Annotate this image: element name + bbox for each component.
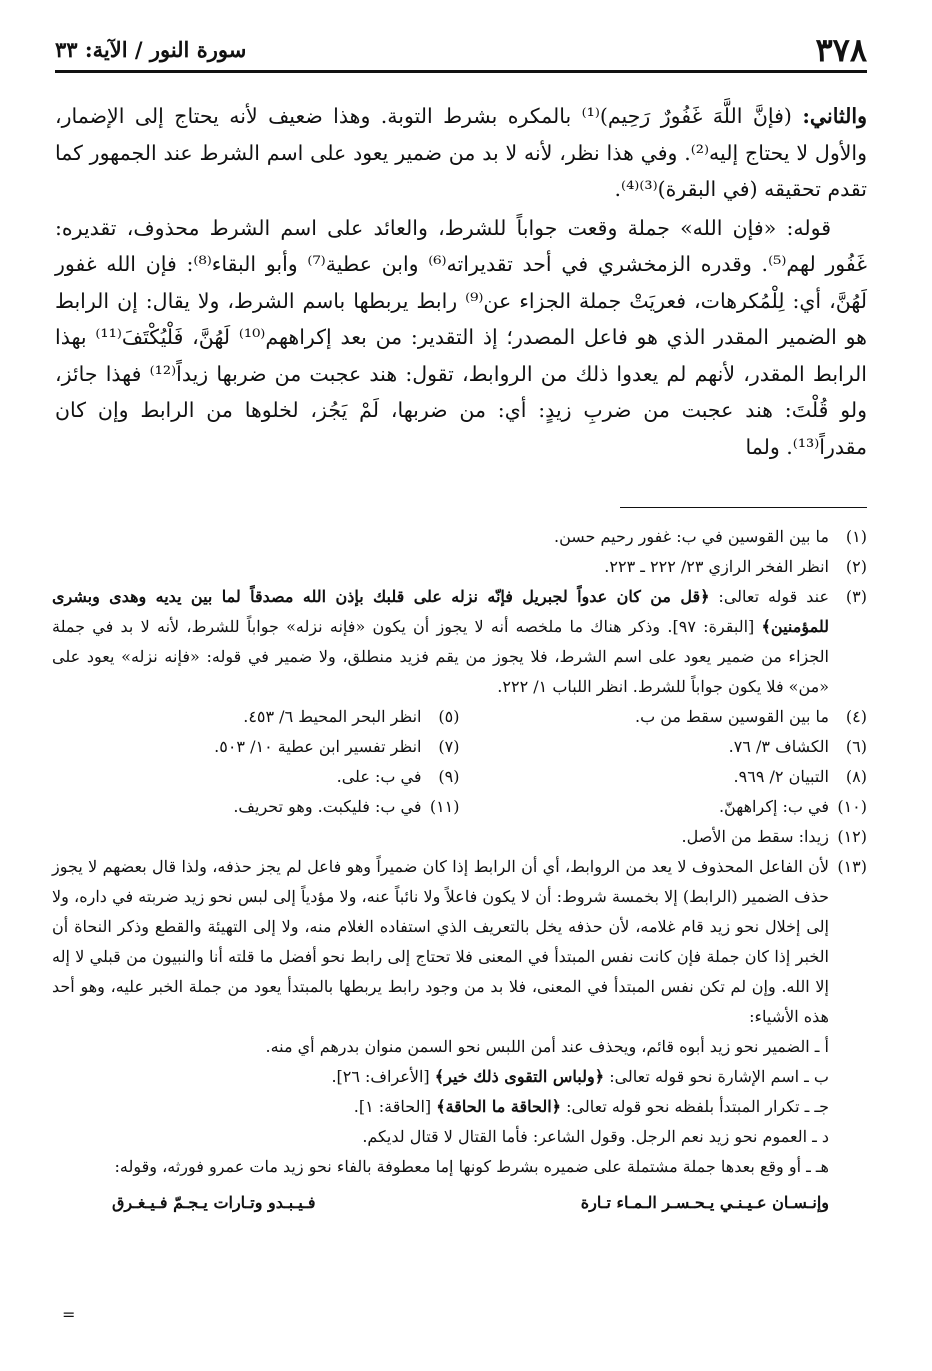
footnote-text: انظر الفخر الرازي ٢٣/ ٢٢٢ ـ ٢٢٣. xyxy=(604,557,829,576)
footnote xyxy=(52,792,460,822)
footnote xyxy=(52,522,867,552)
footnote-lead: عند قوله تعالى: xyxy=(718,587,830,606)
list-item-text: جـ ـ تكرار المبتدأ بلفظه نحو قوله تعالى: xyxy=(566,1097,829,1116)
footnote-number: (١٢) xyxy=(837,827,867,846)
footnote-text: التبيان ٢/ ٩٦٩. xyxy=(733,767,829,786)
footnote-text: في ب: فليكبت. وهو تحريف. xyxy=(233,797,422,816)
footnote-text: انظر تفسير ابن عطية ١٠/ ٥٠٣. xyxy=(214,737,422,756)
footnote-row xyxy=(52,732,867,762)
quran-verse: ﴿الحاقة ما الحاقة﴾ xyxy=(436,1097,562,1116)
footnote-row xyxy=(52,762,867,792)
footnote-text: لأن الفاعل المحذوف لا يعد من الروابط، أي أن الرابط إذا كان ضميراً وهو فاعل لم يجز حذفه، ولذا قال بعضهم لا يجوز حذف الضمير (الرابط) إلا بخمسة شروط: أن لا يكون فاعلاً ولا نائباً عنه، ولا مؤدياً إلى لبس نحو زيد ضربته في داره، ولا إلى إخلال نحو زيد قام غلامه، لأن حذفه يخل بالتعريف الذي استفاده الغلام منه، ولا إلى التهيئة والقطع وذكر النحاة أن الخبر إذا كان جملة فإن كانت نفس المبتدأ في المعنى فلا تحتاج إلى رابط نحو أفضل ما قلته أنا والنبيون من قبلي لا إله إلا الله. وإن لم تكن نفس المبتدأ في المعنى، فلا بد من وجود رابط يربطها بالمبتدأ يعود من جملة الخبر عليه، وهو أحد هذه الأشياء: xyxy=(52,857,830,1026)
footnote xyxy=(52,822,867,852)
footnote xyxy=(460,792,868,822)
continuation-mark: = xyxy=(62,1305,76,1324)
footnote-row xyxy=(52,702,867,732)
footnote-row xyxy=(52,792,867,822)
footnote-separator xyxy=(620,507,867,508)
page-number: ٣٧٨ xyxy=(815,31,867,69)
footnote-number: (٨) xyxy=(845,767,867,786)
footnote xyxy=(52,762,460,792)
footnotes xyxy=(52,522,867,1218)
footnote xyxy=(460,762,868,792)
footnote xyxy=(52,732,460,762)
quran-verse: ﴿قل من كان عدواً لجبريل فإنّه نزله على قلبك بإذن الله مصدقاً لما بين يديه وهدى وبشرى للمؤمنين﴾ xyxy=(52,587,829,636)
list-item xyxy=(52,1092,867,1122)
footnote-text xyxy=(52,582,829,702)
footnote-number: (١١) xyxy=(429,797,460,816)
main-text xyxy=(55,98,867,465)
quran-verse: ﴿ولباس التقوى ذلك خير﴾ xyxy=(434,1067,605,1086)
list-item-ref: [الحاقة: ١]. xyxy=(353,1097,432,1116)
poetry-verse xyxy=(52,1188,867,1218)
header-rule xyxy=(55,70,867,73)
footnote-number: (٧) xyxy=(438,737,460,756)
footnote-text: في ب: على. xyxy=(336,767,422,786)
footnote-number: (٢) xyxy=(845,557,867,576)
footnote-number: (٣) xyxy=(845,587,867,606)
page-header xyxy=(55,30,867,70)
footnote-number: (١) xyxy=(845,527,867,546)
paragraph: قوله: «فإن الله» جملة وقعت جواباً للشرط، والعائد على اسم الشرط محذوف، تقديره: غَفُور لهم⁽⁵⁾. وقدره الزمخشري في أحد تقديراته⁽⁶⁾ وابن عطية⁽⁷⁾ وأبو البقاء⁽⁸⁾: فإن الله غفور لَهُنَّ، أي: لِلْمُكرهات، فعريَتْ جملة الجزاء عن⁽⁹⁾ رابط يربطها باسم الشرط، ولا يقال: إن الرابط هو الضمير المقدر الذي هو فاعل المصدر؛ إذ التقدير: من بعد إكراههم⁽¹⁰⁾ لَهُنَّ، فَلْيُكْتَفَ⁽¹¹⁾ بهذا الرابط المقدر، لأنهم لم يعدوا ذلك من الروابط، تقول: هند عجبت من ضربها زيداً⁽¹²⁾ فهذا جائز، ولو قُلْتَ: هند عجبت من ضربِ زيدٍ: أي: من ضربها، لَمْ يَجُز، لخلوها من الرابط وإن كان مقدراً⁽¹³⁾. ولما xyxy=(55,215,868,459)
list-item-text: ب ـ اسم الإشارة نحو قوله تعالى: xyxy=(609,1067,829,1086)
running-title: سورة النور / الآية: ٣٣ xyxy=(55,37,247,62)
list-item: د ـ العموم نحو زيد نعم الرجل. وقول الشاعر: فأما القتال لا قتال لديكم. xyxy=(362,1127,829,1146)
footnote-number: (٦) xyxy=(845,737,867,756)
footnote xyxy=(52,582,867,702)
footnote-number: (١٠) xyxy=(837,797,867,816)
footnote-body: [البقرة: ٩٧]. وذكر هناك ما ملخصه أنه لا يجوز أن يكون «فإنه نزله» جواباً للشرط، لأنه لا بد في جملة الجزاء من ضمير يعود على اسم الشرط، فلا يجوز من يقم فزيد منطلق، ولا ضمير في قوله: «فإنه نزله» يعود على «من» فلا يكون جواباً للشرط. انظر اللباب ١/ ٢٢٢. xyxy=(52,617,829,696)
verse-second-hemistich: فـيـبـدو وتـارات يـجـمّ فـيـغـرق xyxy=(112,1193,316,1212)
verse-first-hemistich: وإنـسـان عـيـنـي يـحـسـر الـمـاء تـارة xyxy=(580,1193,829,1212)
list-item xyxy=(52,1062,867,1092)
paragraph-text: (فإنَّ اللَّهَ غَفُورٌ رَحِيم)⁽¹⁾ بالمكره بشرط التوبة. وهذا ضعيف لأنه يحتاج إلى الإضمار، والأول لا يحتاج إليه⁽²⁾. وفي هذا نظر، لأنه لا بد من ضمير يعود على اسم الشرط عند الجمهور كما تقدم تحقيقه (في البقرة)⁽³⁾⁽⁴⁾. xyxy=(55,104,868,201)
footnote xyxy=(52,852,867,1032)
paragraph xyxy=(55,98,867,208)
footnote-text: انظر البحر المحيط ٦/ ٤٥٣. xyxy=(243,707,422,726)
list-item: هـ ـ أو وقع بعدها جملة مشتملة على ضميره بشرط كونها إما معطوفة بالفاء نحو زيد مات عمرو فورثه، وقوله: xyxy=(114,1157,829,1176)
list-item: أ ـ الضمير نحو زيد أبوه قائم، ويحذف عند أمن اللبس نحو السمن منوان بدرهم أي منه. xyxy=(265,1037,829,1056)
footnote-text: ما بين القوسين في ب: غفور رحيم حسن. xyxy=(553,527,829,546)
paragraph-lead: والثاني: xyxy=(802,104,867,128)
footnote-number: (٥) xyxy=(438,707,460,726)
footnote-number: (١٣) xyxy=(837,857,867,876)
list-item-ref: [الأعراف: ٢٦]. xyxy=(331,1067,430,1086)
footnote-text: ما بين القوسين سقط من ب. xyxy=(634,707,829,726)
footnote xyxy=(460,702,868,732)
footnote xyxy=(52,702,460,732)
footnote xyxy=(52,552,867,582)
footnote-number: (٤) xyxy=(845,707,867,726)
footnote-text: الكشاف ٣/ ٧٦. xyxy=(728,737,829,756)
footnote-number: (٩) xyxy=(438,767,460,786)
footnote-text: زيدا: سقط من الأصل. xyxy=(681,827,829,846)
footnote xyxy=(460,732,868,762)
footnote-text: في ب: إكراههنّ. xyxy=(718,797,829,816)
